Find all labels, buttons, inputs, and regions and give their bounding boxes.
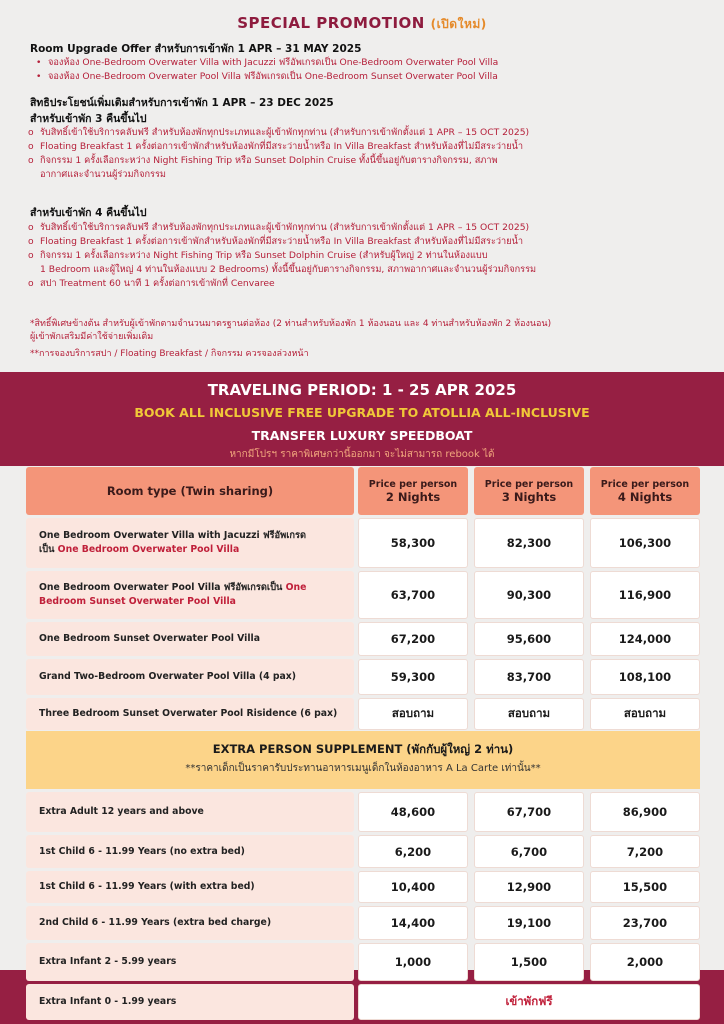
upgrade-list [36, 56, 498, 84]
room-name-line1 [39, 581, 354, 595]
price-cell: 15,500 [590, 871, 700, 903]
list-item: o กิจกรรม 1 ครั้งเลือกระหว่าง Night Fishing Trip หรือ Sunset Dolphin Cruise ทั้งนี้ขึ้นอยู่กับตารางกิจกรรม, สภาพ [28, 154, 529, 168]
room-name-highlight: Bedroom Sunset Overwater Pool Villa [39, 596, 236, 607]
price-cell: 23,700 [590, 906, 700, 940]
extra-person-header [26, 731, 700, 789]
price-cell: 124,000 [590, 622, 700, 656]
table-row-label [26, 906, 354, 940]
nights-label: 2 Nights [385, 489, 441, 504]
table-row-label [26, 518, 354, 568]
table-row-label [26, 792, 354, 832]
period-title: TRAVELING PERIOD: 1 - 25 APR 2025 [207, 381, 517, 399]
price-cell: 108,100 [590, 659, 700, 695]
list-item: o รับสิทธิ์เข้าใช้บริการคลับฟรี สำหรับห้องพักทุกประเภทและผู้เข้าพักทุกท่าน (สำหรับการเข้าพักตั้งแต่ 1 APR – 15 OCT 2025) [28, 221, 536, 235]
list-item: • จองห้อง One-Bedroom Overwater Villa with Jacuzzi ฟรีอัพเกรดเป็น One-Bedroom Overwater Pool Villa [36, 56, 498, 70]
room-name: Three Bedroom Sunset Overwater Pool Risidence (6 pax) [39, 708, 338, 719]
extra-title: EXTRA PERSON SUPPLEMENT (พักกับผู้ใหญ่ 2 ท่าน) [212, 742, 514, 756]
list-item: 1 Bedroom และผู้ใหญ่ 4 ท่านในห้องแบบ 2 Bedrooms) ทั้งนี้ขึ้นอยู่กับตารางกิจกรรม, สภาพอากาศและจำนวนผู้ร่วมกิจกรรม [40, 264, 537, 275]
price-cell: 82,300 [474, 518, 584, 568]
free-stay-cell: เข้าพักฟรี [358, 984, 700, 1020]
extra-name: 1st Child 6 - 11.99 Years (no extra bed) [39, 845, 245, 857]
room-name: One Bedroom Sunset Overwater Pool Villa [39, 633, 261, 644]
price-cell: 106,300 [590, 518, 700, 568]
footnote-1: *สิทธิ์พิเศษข้างต้น สำหรับผู้เข้าพักตามจำนวนมาตรฐานต่อห้อง (2 ท่านสำหรับห้องพัก 1 ห้องนอน และ 4 ท่านสำหรับห้องพัก 2 ห้องนอน) [30, 319, 552, 329]
price-cell: 59,300 [358, 659, 468, 695]
list-item: อากาศและจำนวนผู้ร่วมกิจกรรม [40, 169, 166, 180]
price-header-label: Price per person [600, 478, 690, 490]
list-item: o Floating Breakfast 1 ครั้งต่อการเข้าพักสำหรับห้องพักที่มีสระว่ายน้ำหรือ In Villa Breakfast สำหรับห้องที่ไม่มีสระว่ายน้ำ [28, 235, 536, 249]
extra-name: Extra Infant 0 - 1.99 years [39, 996, 177, 1007]
list-item: • จองห้อง One-Bedroom Overwater Pool Villa ฟรีอัพเกรดเป็น One-Bedroom Sunset Overwater Pool Villa [36, 70, 498, 84]
nights-label: 3 Nights [501, 489, 557, 504]
period-transfer: TRANSFER LUXURY SPEEDBOAT [251, 428, 473, 443]
period-note: หากมีโปรฯ ราคาพิเศษกว่านี้ออกมา จะไม่สามารถ rebook ได้ [229, 449, 495, 460]
price-cell: สอบถาม [474, 698, 584, 730]
price-header-label: Price per person [484, 478, 574, 490]
list-item: o Floating Breakfast 1 ครั้งต่อการเข้าพักสำหรับห้องพักที่มีสระว่ายน้ำหรือ In Villa Breakfast สำหรับห้องที่ไม่มีสระว่ายน้ำ [28, 140, 529, 154]
price-cell: สอบถาม [358, 698, 468, 730]
four-night-list [28, 221, 536, 291]
room-name-highlight: One [285, 582, 307, 593]
promotion-section [0, 0, 724, 372]
room-name-part: One Bedroom Overwater Pool Villa ฟรีอัพเกรดเป็น [39, 582, 286, 593]
room-type-header-label: Room type (Twin sharing) [106, 484, 274, 498]
price-cell: 6,700 [474, 835, 584, 868]
price-cell: 63,700 [358, 571, 468, 619]
table-row-label [26, 871, 354, 903]
extra-note: **ราคาเด็กเป็นราคารับประทานอาหารเมนูเด็กในห้องอาหาร A La Carte เท่านั้น** [185, 763, 541, 774]
table-row-label [26, 622, 354, 656]
extra-name: 2nd Child 6 - 11.99 Years (extra bed charge) [39, 917, 272, 928]
table-row-label [26, 835, 354, 868]
price-cell: 95,600 [474, 622, 584, 656]
four-night-heading: สำหรับเข้าพัก 4 คืนขึ้นไป [30, 207, 147, 219]
price-cell: 7,200 [590, 835, 700, 868]
price-cell: 67,700 [474, 792, 584, 832]
price-cell: 19,100 [474, 906, 584, 940]
room-name: Grand Two-Bedroom Overwater Pool Villa (4 pax) [39, 671, 297, 682]
price-header-3n [474, 467, 584, 515]
table-row-label [26, 659, 354, 695]
price-cell: 6,200 [358, 835, 468, 868]
room-type-header [26, 467, 354, 515]
promotion-title [0, 14, 724, 34]
list-item: o สปา Treatment 60 นาที 1 ครั้งต่อการเข้าพักที่ Cenvaree [28, 277, 536, 291]
price-cell: 48,600 [358, 792, 468, 832]
price-cell: 10,400 [358, 871, 468, 903]
three-night-heading: สำหรับเข้าพัก 3 คืนขึ้นไป [30, 113, 147, 125]
footnote-2: ผู้เข้าพักเสริมมีค่าใช้จ่ายเพิ่มเติม [30, 332, 154, 342]
list-item: o กิจกรรม 1 ครั้งเลือกระหว่าง Night Fishing Trip หรือ Sunset Dolphin Cruise (สำหรับผู้ใหญ่ 2 ท่านในห้องแบบ [28, 249, 536, 263]
benefit-heading: สิทธิประโยชน์เพิ่มเติมสำหรับการเข้าพัก 1 APR – 23 DEC 2025 [30, 97, 334, 109]
price-cell: สอบถาม [590, 698, 700, 730]
room-name: One Bedroom Overwater Villa with Jacuzzi ฟรีอัพเกรด [39, 530, 307, 541]
price-cell: 1,000 [358, 943, 468, 981]
table-row-label [26, 571, 354, 619]
price-header-label: Price per person [368, 478, 458, 490]
price-cell: 116,900 [590, 571, 700, 619]
price-header-4n [590, 467, 700, 515]
price-cell: 86,900 [590, 792, 700, 832]
promotion-title-text: SPECIAL PROMOTION [237, 14, 425, 32]
price-cell: 58,300 [358, 518, 468, 568]
price-cell: 2,000 [590, 943, 700, 981]
price-header-2n [358, 467, 468, 515]
list-item: o รับสิทธิ์เข้าใช้บริการคลับฟรี สำหรับห้องพักทุกประเภทและผู้เข้าพักทุกท่าน (สำหรับการเข้าพักตั้งแต่ 1 APR – 15 OCT 2025) [28, 126, 529, 140]
price-cell: 14,400 [358, 906, 468, 940]
period-offer: BOOK ALL INCLUSIVE FREE UPGRADE TO ATOLLIA ALL-INCLUSIVE [134, 405, 590, 420]
traveling-period-banner [0, 372, 724, 466]
room-name-line2 [39, 543, 354, 557]
nights-label: 4 Nights [617, 489, 673, 504]
price-cell: 1,500 [474, 943, 584, 981]
table-row-label [26, 698, 354, 730]
room-name-part: เป็น [39, 544, 58, 555]
extra-name: 1st Child 6 - 11.99 Years (with extra bed) [39, 881, 255, 892]
footnote-3: **การจองบริการสปา / Floating Breakfast / กิจกรรม ควรจองล่วงหน้า [30, 349, 309, 359]
extra-name: Extra Adult 12 years and above [39, 806, 204, 817]
price-cell: 67,200 [358, 622, 468, 656]
price-cell: 83,700 [474, 659, 584, 695]
room-name-highlight: One Bedroom Overwater Pool Villa [57, 544, 240, 555]
table-row-label [26, 943, 354, 981]
price-cell: 12,900 [474, 871, 584, 903]
price-cell: 90,300 [474, 571, 584, 619]
three-night-list [28, 126, 529, 182]
upgrade-heading: Room Upgrade Offer สำหรับการเข้าพัก 1 APR – 31 MAY 2025 [30, 43, 362, 55]
table-row-label [26, 984, 354, 1020]
promotion-new-tag: (เปิดใหม่) [430, 17, 487, 31]
extra-name: Extra Infant 2 - 5.99 years [39, 956, 177, 967]
